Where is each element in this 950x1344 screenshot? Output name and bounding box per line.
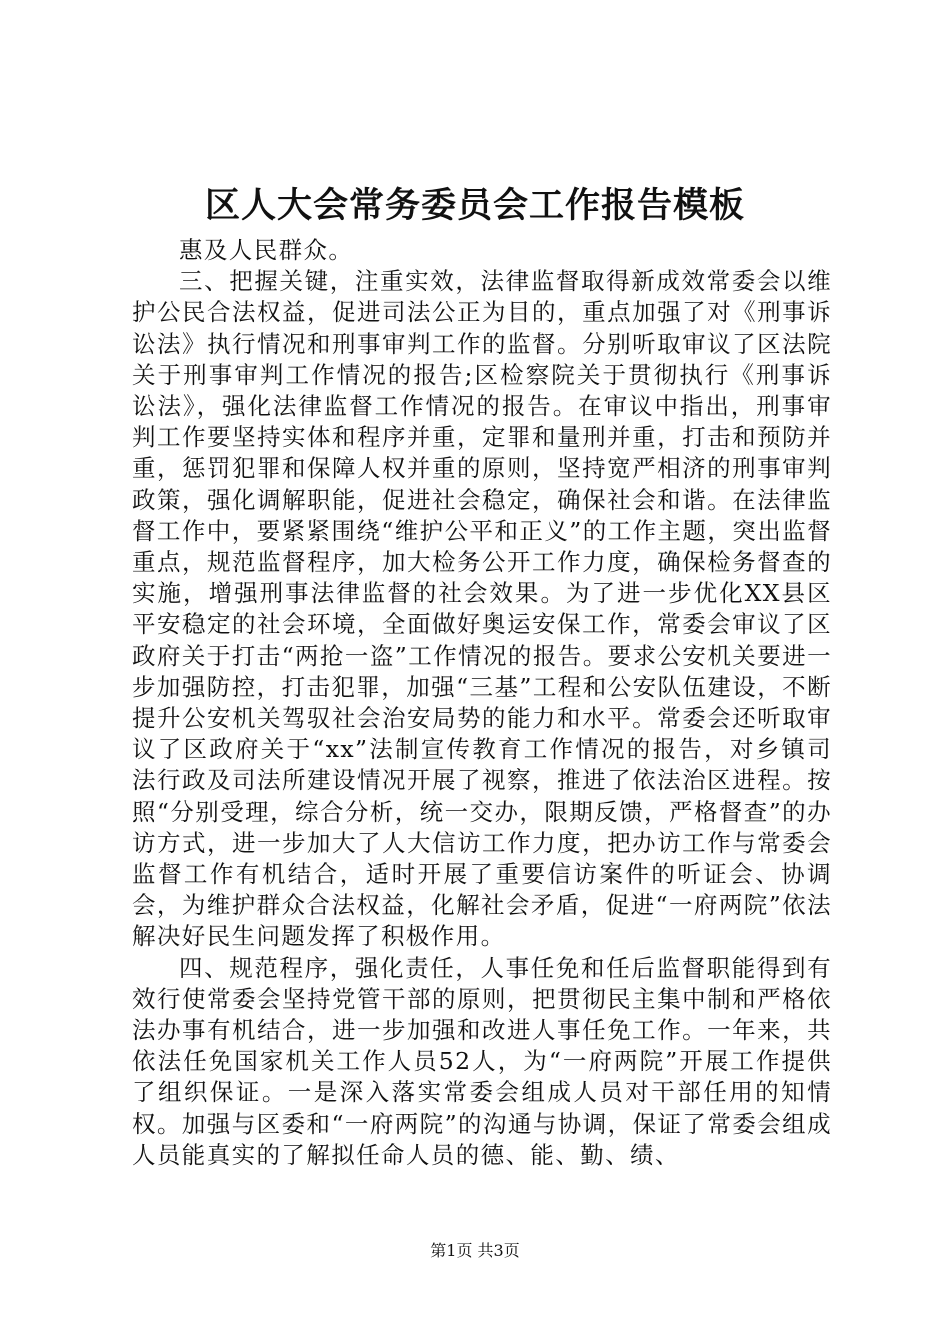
document-title: 区人大会常务委员会工作报告模板 [204, 185, 745, 226]
paragraph-section-three: 三、把握关键，注重实效，法律监督取得新成效常委会以维护公民合法权益，促进司法公正为目的，重点加强了对《刑事诉讼法》执行情况和刑事审判工作的监督。分别听取审议了区法院关于刑事审判工作情况的报告;区检察院关于贯彻执行《刑事诉讼法》，强化法律监督工作情况的报告。在审议中指出，刑事审判工作要坚持实体和程序并重，定罪和量刑并重，打击和预防并重，惩罚犯罪和保障人权并重的原则，坚持宽严相济的刑事审判政策，强化调解职能，促进社会稳定，确保社会和谐。在法律监督工作中，要紧紧围绕“维护公平和正义”的工作主题，突出监督重点，规范监督程序，加大检务公开工作力度，确保检务督查的实施，增强刑事法律监督的社会效果。为了进一步优化XX县区平安稳定的社会环境，全面做好奥运安保工作，常委会审议了区政府关于打击“两抢一盗”工作情况的报告。要求公安机关要进一步加强防控，打击犯罪，加强“三基”工程和公安队伍建设，不断提升公安机关驾驭社会治安局势的能力和水平。常委会还听取审议了区政府关于“xx”法制宣传教育工作情况的报告，对乡镇司法行政及司法所建设情况开展了视察，推进了依法治区进程。按照“分别受理，综合分析，统一交办，限期反馈，严格督查”的办访方式，进一步加大了人大信访工作力度，把办访工作与常委会监督工作有机结合，适时开展了重要信访案件的听证会、协调会，为维护群众合法权益，化解社会矛盾，促进“一府两院”依法解决好民生问题发挥了积极作用。 [132, 267, 832, 951]
paragraph-continuation: 惠及人民群众。 [179, 236, 354, 264]
paragraph-section-four: 四、规范程序，强化责任，人事任免和任后监督职能得到有效行使常委会坚持党管干部的原则，把贯彻民主集中制和严格依法办事有机结合，进一步加强和改进人事任免工作。一年来，共依法任免国家机关工作人员52人，为“一府两院”开展工作提供了组织保证。一是深入落实常委会组成人员对干部任用的知情权。加强与区委和“一府两院”的沟通与协调，保证了常委会组成人员能真实的了解拟任命人员的德、能、勤、绩、 [132, 953, 832, 1169]
page-number: 第1页 共3页 [430, 1241, 520, 1260]
document-body [132, 235, 832, 1171]
